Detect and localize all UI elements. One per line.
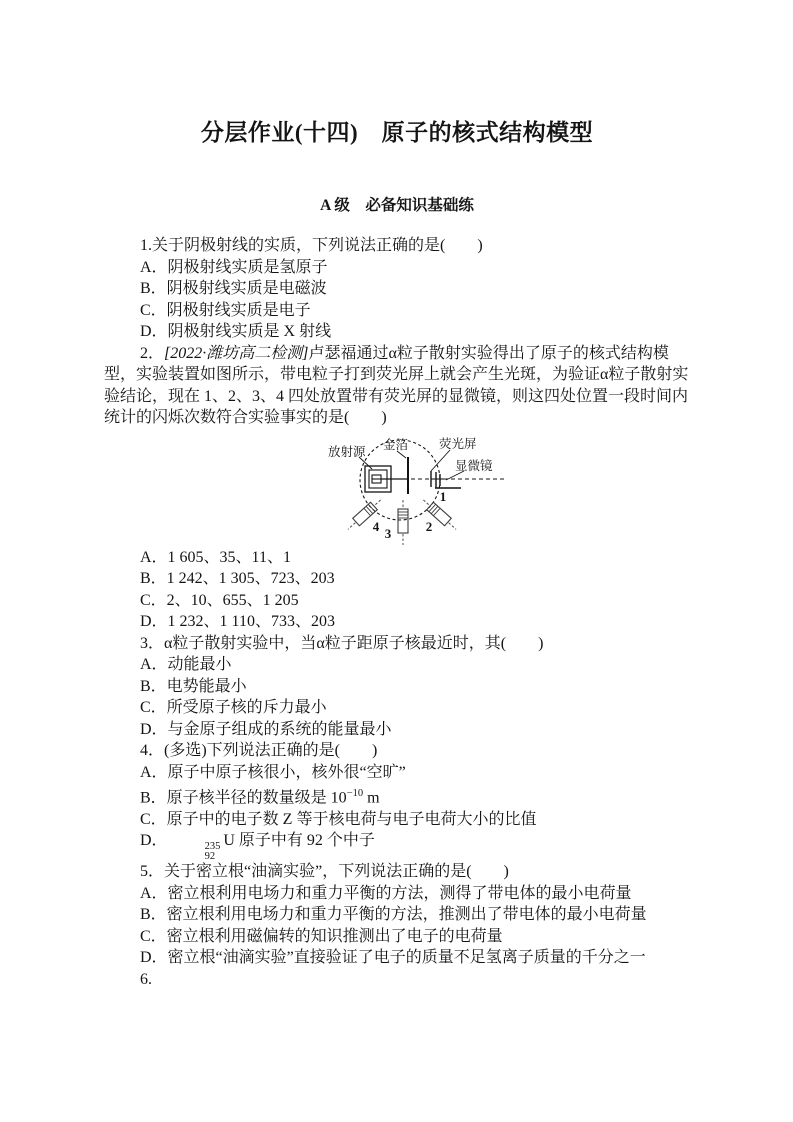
q5-option-a: A．密立根利用电场力和重力平衡的方法，测得了带电体的最小电荷量: [140, 884, 632, 902]
q3-option-c: C．所受原子核的斥力最小: [140, 699, 327, 716]
leader-foil: [397, 451, 406, 458]
figure-position-2: 2: [425, 518, 433, 534]
q4-option-b-unit: m: [363, 789, 380, 807]
leader-screen: [431, 450, 450, 471]
q5-stem: 5．关于密立根“油滴实验”，下列说法正确的是( ): [140, 863, 509, 881]
figure-position-1: 1: [439, 488, 447, 504]
q4-option-d: [104, 830, 690, 861]
page-title: 分层作业(十四) 原子的核式结构模型: [200, 120, 594, 145]
q5-option-c: C．密立根利用磁偏转的知识推测出了电子的电荷量: [140, 927, 503, 945]
page-content: [104, 0, 690, 990]
q4-option-d-text: U 原子中有 92 个中子: [223, 832, 375, 850]
q2-source-tag: [2022·潍坊高二检测]: [164, 344, 309, 362]
q4-option-b: [104, 783, 690, 809]
isotope-atomic-number: 92: [204, 850, 216, 862]
microscope-3: [398, 500, 408, 545]
figure-position-4: 4: [372, 518, 380, 534]
q1-option-d: D．阴极射线实质是 X 射线: [140, 323, 332, 340]
questions-block: [104, 235, 690, 990]
radiation-source: [365, 466, 407, 492]
q4-stem: 4．(多选)下列说法正确的是( ): [140, 742, 378, 759]
uranium-isotope-notation: [169, 842, 221, 861]
q4-option-a: A．原子中原子核很小，核外很“空旷”: [140, 763, 406, 781]
q4-option-b-text: B．原子核半径的数量级是 10: [140, 789, 347, 807]
figure-label-foil: 金箔: [383, 437, 409, 452]
q4-option-c: C．原子中的电子数 Z 等于核电荷与电子电荷大小的比值: [140, 810, 537, 828]
q1-option-a: A．阴极射线实质是氢原子: [140, 258, 328, 276]
q2-option-a: A．1 605、35、11、1: [140, 548, 291, 566]
q3-option-d: D．与金原子组成的系统的能量最小: [140, 720, 392, 738]
q6-number: 6.: [140, 970, 152, 988]
q3-option-b: B．电势能最小: [140, 677, 247, 695]
q2-stem-text: 卢瑟福通过α粒子散射实验得出了原子的核式结构模型，实验装置如图所示，带电粒子打到荧光屏上就会产生光斑，为验证α粒子散射实验结论，现在 1、2、3、4 四处放置带有荧光屏的显微镜，则这四处位置一段时间内统计的闪烁次数符合实验事实的是( ): [104, 344, 689, 426]
q3-stem: 3．α粒子散射实验中，当α粒子距原子核最近时，其( ): [140, 634, 544, 652]
q4-option-b-exponent: −10: [346, 788, 364, 799]
q2-option-b: B．1 242、1 305、723、203: [140, 570, 335, 587]
q1-option-c: C．阴极射线实质是电子: [140, 301, 311, 319]
scattering-apparatus-figure: [315, 430, 517, 547]
figure-position-3: 3: [384, 525, 392, 541]
q2-stem: [104, 343, 690, 429]
q2-option-c: C．2、10、655、1 205: [140, 591, 299, 609]
q5-option-b: B．密立根利用电场力和重力平衡的方法，推测出了带电体的最小电荷量: [140, 906, 647, 924]
isotope-mass-number: 235: [204, 841, 221, 853]
figure-label-screen: 荧光屏: [439, 436, 477, 451]
q5-option-d: D．密立根“油滴实验”直接验证了电子的质量不足氢离子质量的千分之一: [140, 949, 646, 967]
q1-option-b: B．阴极射线实质是电磁波: [140, 280, 327, 297]
figure-label-microscope: 显微镜: [455, 458, 493, 473]
q2-option-d: D．1 232、1 110、733、203: [140, 613, 335, 630]
q4-option-d-label: D．: [140, 832, 168, 850]
q3-option-a: A．动能最小: [140, 656, 232, 673]
section-heading: A 级 必备知识基础练: [320, 197, 474, 214]
figure-label-source: 放射源: [328, 444, 366, 459]
q1-stem: 1.关于阴极射线的实质，下列说法正确的是( ): [140, 237, 483, 254]
q2-number: 2．: [140, 344, 165, 362]
